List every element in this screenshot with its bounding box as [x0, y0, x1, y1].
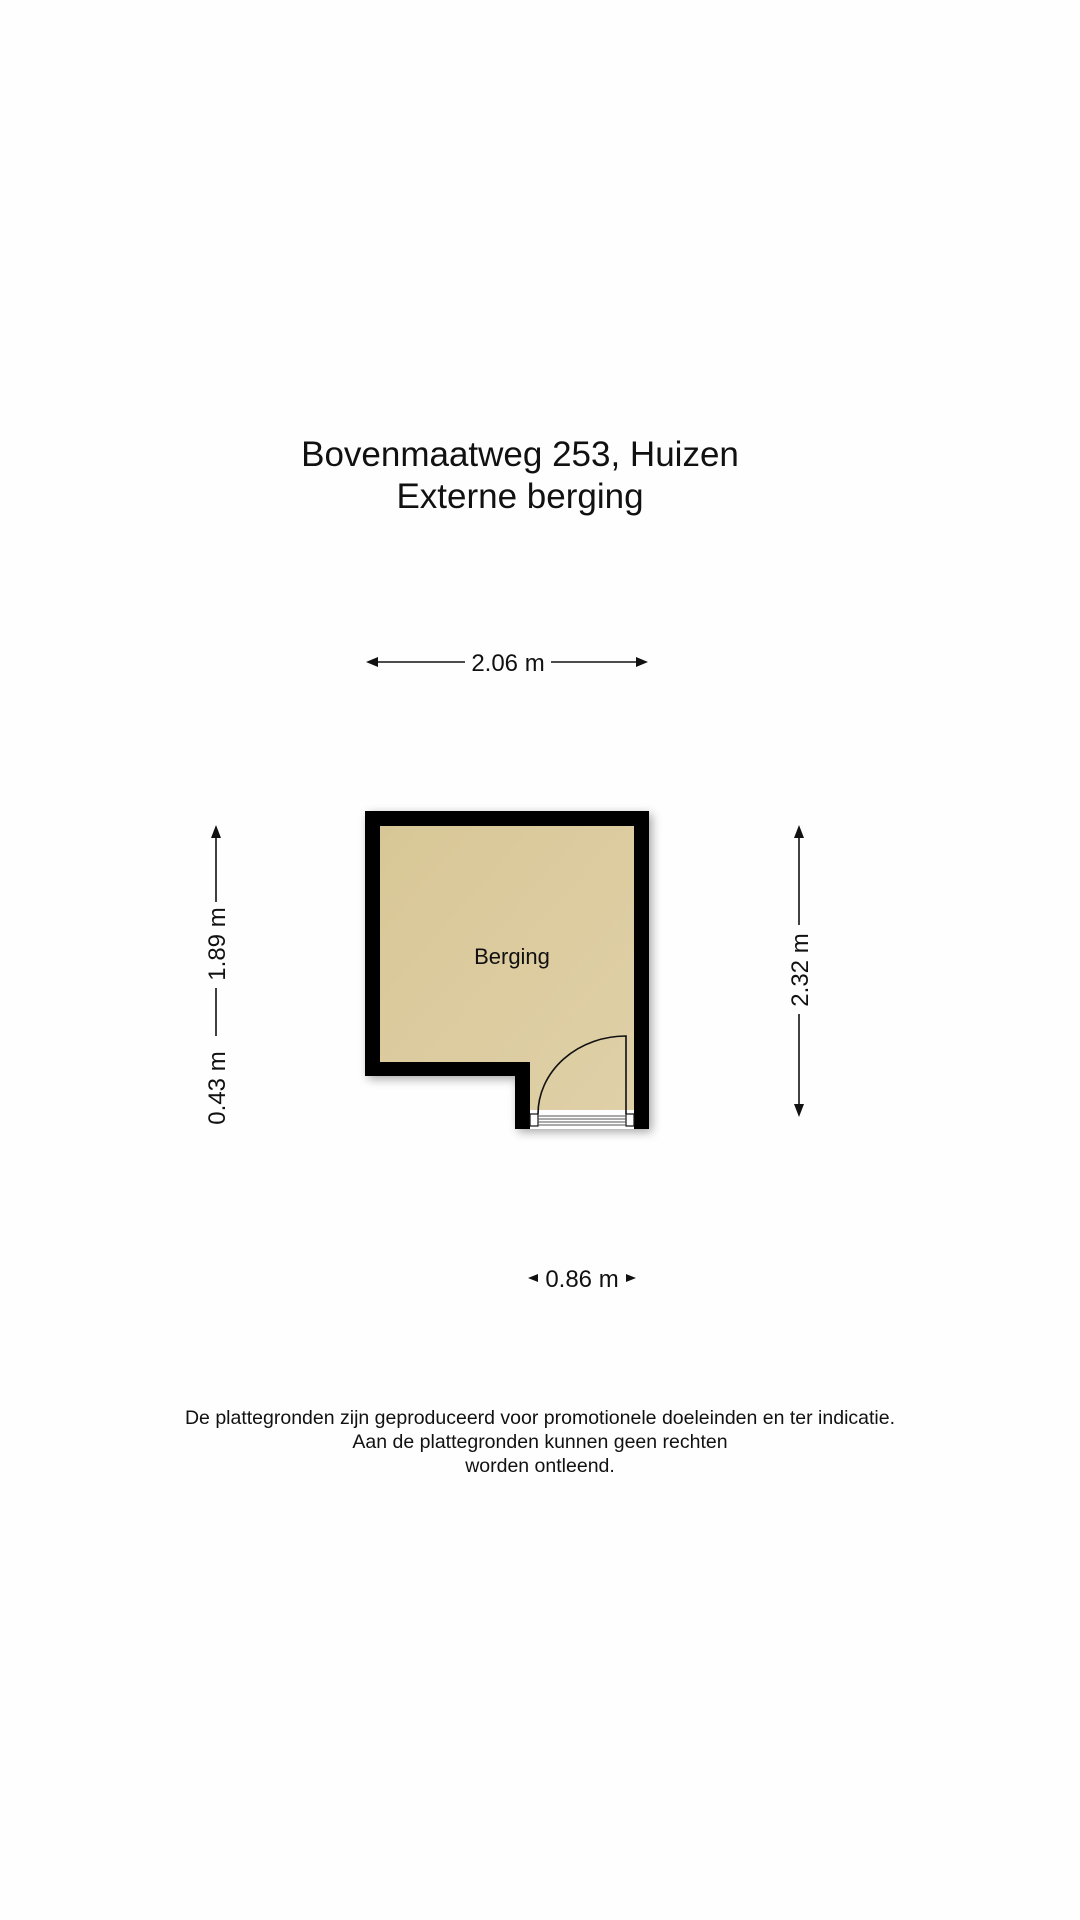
disclaimer-line: worden ontleend. [465, 1455, 615, 1477]
top-width-label: 2.06 m [471, 650, 545, 677]
right-height-label: 2.32 m [787, 933, 814, 1007]
space-title: Externe berging [396, 477, 644, 516]
arrow-up-icon [794, 825, 804, 838]
arrow-down-icon [794, 1104, 804, 1117]
left-upper-height-label: 1.89 m [204, 907, 231, 981]
arrow-right-icon [636, 657, 648, 667]
bottom-width-label: 0.86 m [545, 1266, 619, 1293]
disclaimer-line: De plattegronden zijn geproduceerd voor promotionele doeleinden en ter indicatie. [184, 1407, 896, 1429]
arrow-right-icon [626, 1274, 636, 1282]
left-height-dimension [204, 825, 231, 1125]
disclaimer-line: Aan de plattegronden kunnen geen rechten [352, 1431, 728, 1453]
room-berging [365, 811, 649, 1129]
top-width-dimension [366, 650, 648, 677]
arrow-up-icon [211, 825, 221, 838]
right-height-dimension [787, 825, 814, 1117]
arrow-left-icon [528, 1274, 538, 1282]
arrow-left-icon [366, 657, 378, 667]
disclaimer [0, 1406, 1080, 1478]
left-lower-height-label: 0.43 m [204, 1051, 231, 1125]
address-title: Bovenmaatweg 253, Huizen [301, 435, 739, 474]
bottom-width-dimension [528, 1266, 636, 1293]
room-label: Berging [474, 944, 550, 969]
